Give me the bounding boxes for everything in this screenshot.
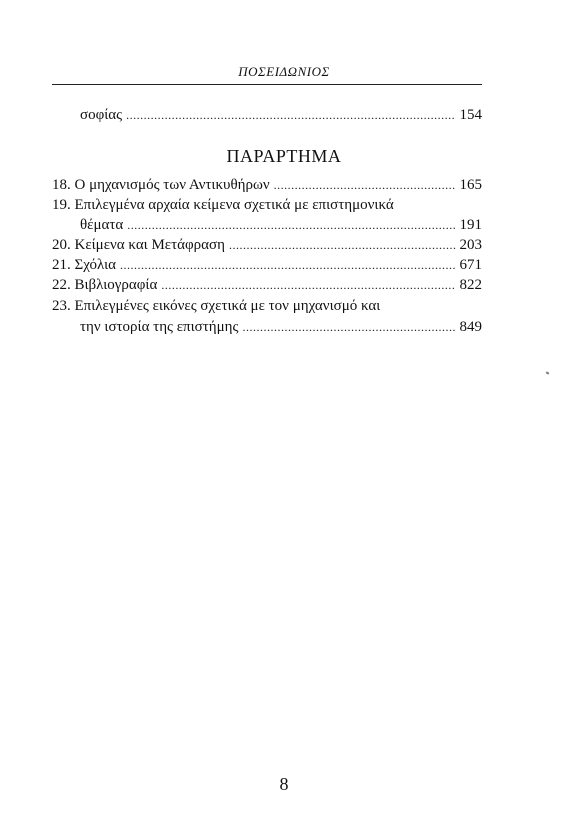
toc-entry-number: 21.: [52, 257, 71, 273]
toc-entry-19-line-1: [52, 196, 394, 214]
dot-leader: [161, 276, 455, 294]
toc-entry-number: 22.: [52, 277, 71, 293]
toc-entry-page: 849: [459, 319, 482, 335]
toc-entry-page: 203: [459, 237, 482, 253]
toc-entry-number: 18.: [52, 177, 71, 193]
running-head: ΠΟΣΕΙΔΩΝΙΟΣ: [238, 64, 330, 79]
scan-speck: [546, 371, 550, 374]
toc-entry-text: Βιβλιογραφία: [74, 277, 158, 293]
toc-entry-text: σοφίας: [80, 107, 123, 123]
page-number: 8: [279, 774, 289, 794]
toc-entry-23-line-1: [52, 297, 380, 315]
section-heading: ΠΑΡΑΡΤΗΜΑ: [226, 146, 342, 166]
dot-leader: [274, 176, 456, 194]
dot-leader: [127, 216, 455, 234]
toc-entry-number: 19.: [52, 197, 71, 213]
toc-entry-text: την ιστορία της επιστήμης: [80, 319, 239, 335]
toc-entry-text: Επιλεγμένες εικόνες σχετικά με τον μηχανισμό και: [74, 298, 381, 314]
toc-entry-number: 23.: [52, 298, 71, 314]
toc-entry-continued: [80, 106, 482, 124]
toc-entry-text: Σχόλια: [74, 257, 117, 273]
dot-leader: [242, 318, 455, 336]
toc-entry-page: 154: [459, 107, 482, 123]
toc-entry-text: θέματα: [80, 217, 124, 233]
toc-entry-page: 191: [459, 217, 482, 233]
toc-entry-21: [52, 256, 482, 274]
toc-entry-page: 165: [459, 177, 482, 193]
toc-entry-19-line-2: [80, 216, 482, 234]
toc-entry-page: 822: [459, 277, 482, 293]
toc-entry-18: [52, 176, 482, 194]
dot-leader: [120, 256, 455, 274]
toc-entry-text: Κείμενα και Μετάφραση: [74, 237, 225, 253]
header-rule: [52, 84, 482, 85]
dot-leader: [229, 236, 456, 254]
toc-entry-20: [52, 236, 482, 254]
toc-entry-text: Ο μηχανισμός των Αντικυθήρων: [74, 177, 270, 193]
toc-entry-22: [52, 276, 482, 294]
dot-leader: [126, 106, 455, 124]
toc-entry-text: Επιλεγμένα αρχαία κείμενα σχετικά με επιστημονικά: [74, 197, 394, 213]
toc-entry-page: 671: [459, 257, 482, 273]
toc-entry-23-line-2: [80, 318, 482, 336]
toc-entry-number: 20.: [52, 237, 71, 253]
